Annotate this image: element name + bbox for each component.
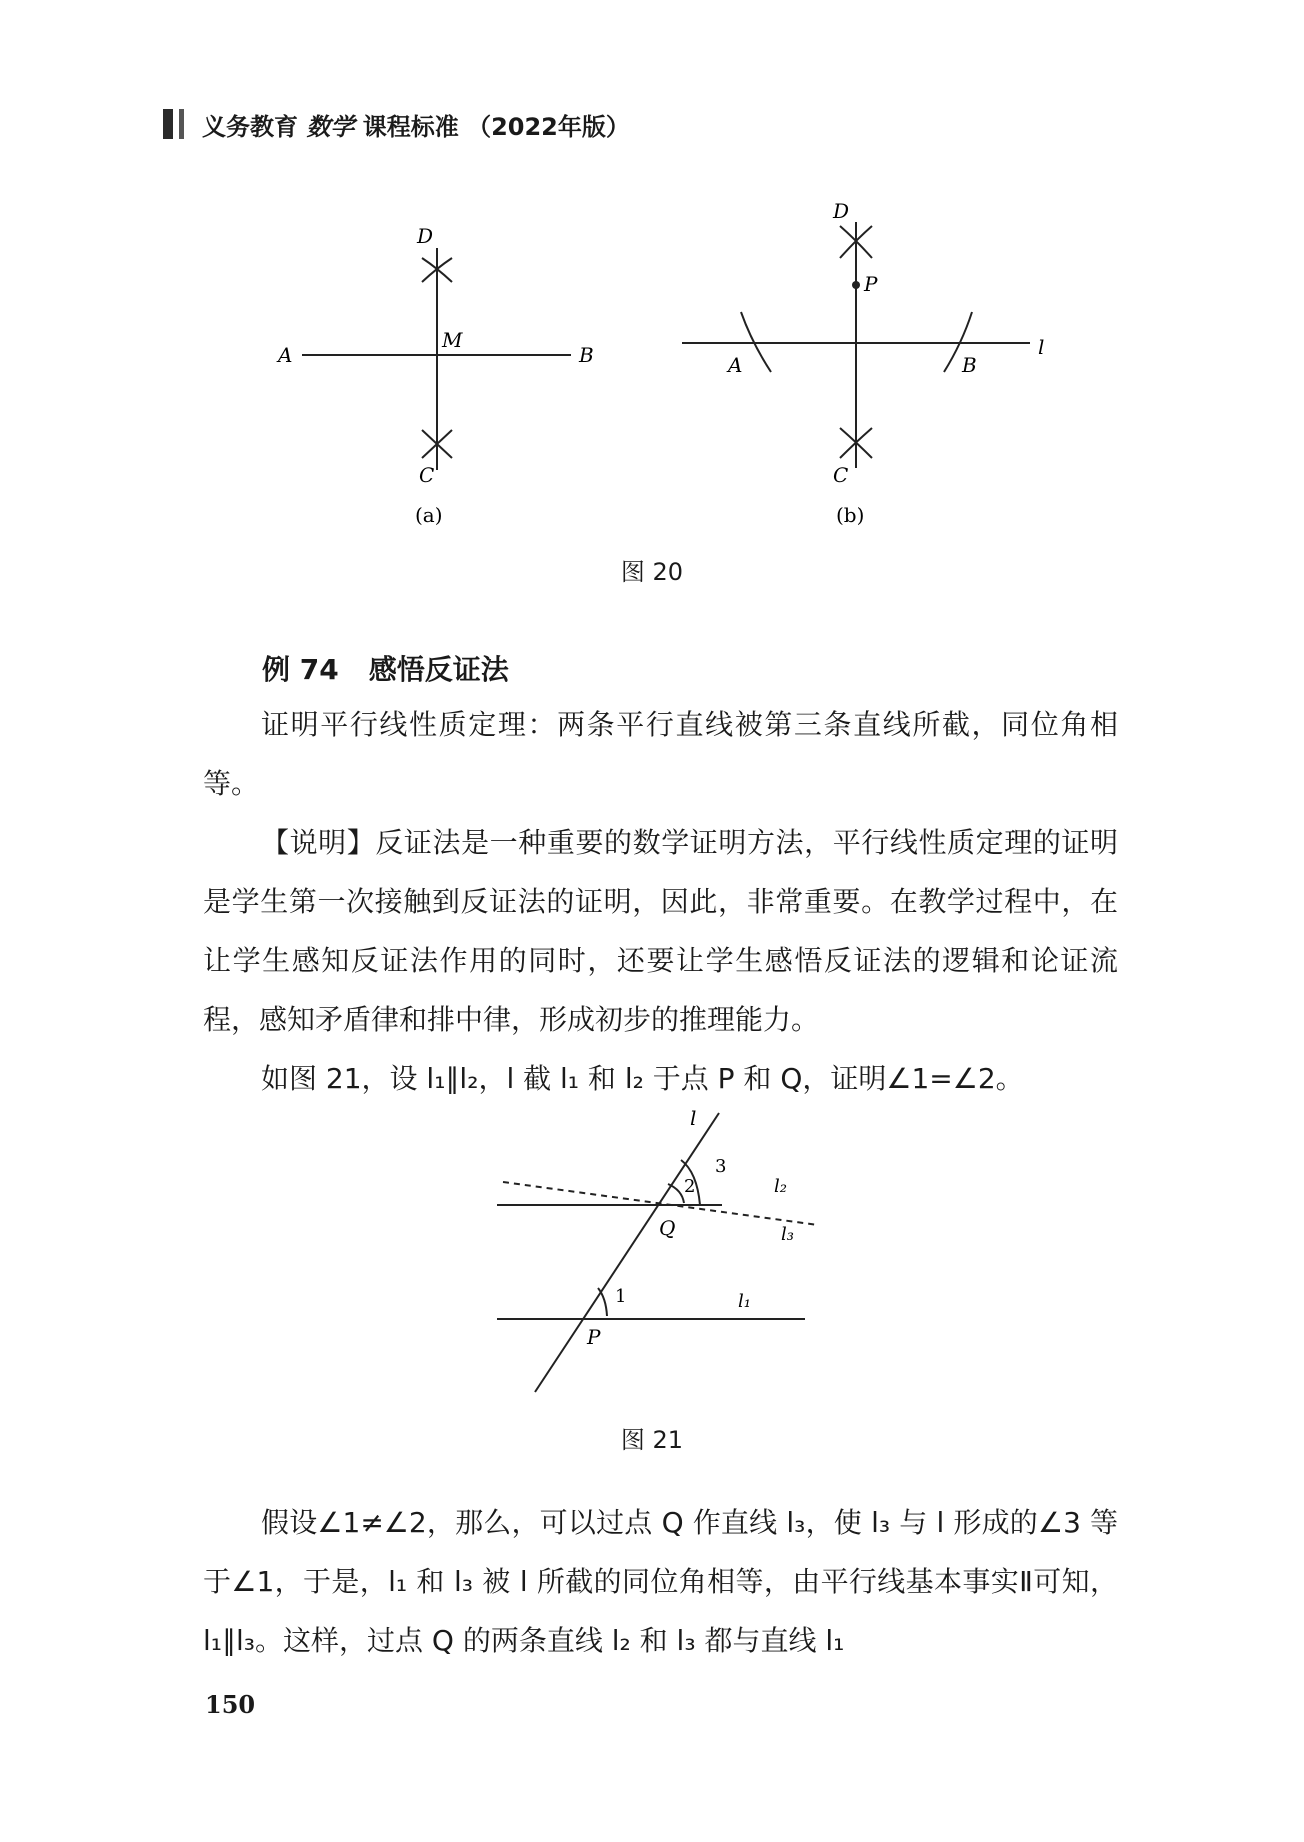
statement-paragraph: 证明平行线性质定理：两条平行直线被第三条直线所截，同位角相等。 [203,708,1118,800]
header-title-c: 课程标准 [362,112,459,141]
example-heading [262,648,509,688]
fig21-label-l3: l₃ [781,1224,794,1245]
figure-21-drawing [497,1113,818,1392]
line-l [535,1113,719,1392]
fig21-label-Q: Q [659,1216,676,1240]
page-number: 150 [205,1690,256,1719]
label-C-b: C [833,463,849,487]
label-B-b: B [962,353,977,377]
label-D-b: D [833,199,850,223]
point-P-b [852,281,860,289]
fig21-label-l: l [690,1106,697,1130]
proof-paragraph: 假设∠1≠∠2，那么，可以过点 Q 作直线 l₃，使 l₃ 与 l 形成的∠3 等于∠1，于是，l₁ 和 l₃ 被 l 所截的同位角相等，由平行线基本事实Ⅱ可知，l₁∥l₃。这样，过点 Q 的两条直线 l₂ 和 l₃ 都与直线 l₁ [203,1506,1118,1657]
header-title-b: 数学 [306,111,355,141]
caption-20b: (b) [836,503,865,527]
figure-20-caption: 图 20 [620,558,684,586]
label-P-b: P [864,272,878,296]
figure-21-caption: 图 21 [620,1426,684,1454]
header-title-d: （2022年版） [467,112,630,141]
proof-body [203,1493,1118,1670]
note-paragraph: 【说明】反证法是一种重要的数学证明方法，平行线性质定理的证明是学生第一次接触到反证法的证明，因此，非常重要。在教学过程中，在让学生感知反证法作用的同时，还要让学生感悟反证法的逻辑和论证流程，感知矛盾律和排中律，形成初步的推理能力。 [203,826,1118,1036]
fig21-label-l2: l₂ [774,1176,787,1197]
figure-21 [0,1100,1304,1430]
fig21-label-l1: l₁ [738,1291,751,1312]
label-B-a: B [579,343,594,367]
example-body [203,695,1118,1108]
label-A-a: A [278,343,293,367]
label-M-a: M [442,328,463,352]
figure-20 [0,0,1304,600]
fig21-label-angle1: 1 [615,1286,627,1307]
header-title-a: 义务教育 [202,112,298,141]
setup-paragraph: 如图 21，设 l₁∥l₂，l 截 l₁ 和 l₂ 于点 P 和 Q，证明∠1=∠2。 [261,1062,1024,1095]
label-D-a: D [417,224,434,248]
label-A-b: A [728,353,743,377]
fig21-label-angle2: 2 [684,1176,696,1197]
example-number: 例 74 [262,653,339,686]
caption-20a: (a) [415,503,443,527]
fig21-label-P: P [587,1325,601,1349]
example-title: 感悟反证法 [368,653,509,686]
figure-20a-drawing [302,248,571,470]
label-l-b: l [1038,335,1045,359]
fig21-label-angle3: 3 [715,1156,727,1177]
angle-1-arc [598,1288,607,1316]
figure-20b-drawing [682,222,1030,468]
label-C-a: C [419,463,435,487]
